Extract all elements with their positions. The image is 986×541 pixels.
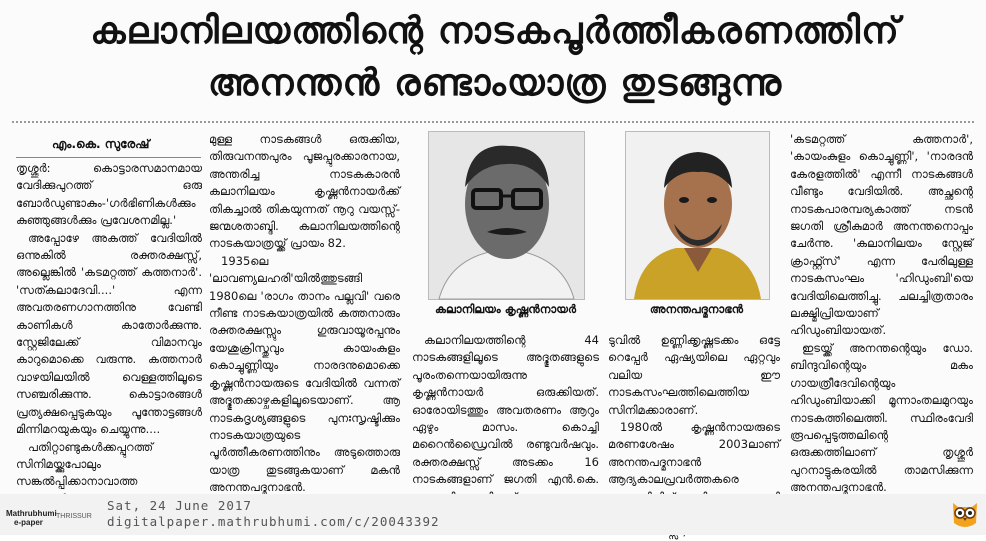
paragraph: 'കടമറ്റത്ത് കത്തനാർ', 'കായംകുളം കൊച്ചുണ്ണി', 'നാരദൻ കേരളത്തിൽ' എന്നീ നാടകങ്ങൾ വീണ്ടും വേദിയിൽ. അച്ഛന്റെ നാടകപാരമ്പര്യകാത്ത് നടൻ ജഗതി ശ്രീകുമാർ അനന്തനൊപ്പം ചേർന്നു. 'കലാനിലയം സ്റ്റേജ് ക്രാഫ്റ്റ്സ്' എന്ന പേരിലുള്ള നാടകസംഘം 'ഹിഡുംബി'യെ വേദിയിലെത്തിച്ചു. ചലച്ചിത്രതാരം ലക്ഷ്മിപ്രിയയാണ് ഹിഡുംബിയായത്.: [790, 132, 973, 338]
portrait-man-icon: [626, 132, 769, 299]
paragraph: 1980ൽ കൃഷ്ണൻനായരുടെ മരണശേഷം 2003ലാണ് അനന്തപദ്മനാഭൻ ആദ്യകാലപ്രവർത്തകരെ: [608, 420, 780, 487]
edition-label: THRISSUR: [56, 513, 92, 520]
byline: എം.കെ. സുരേഷ്: [52, 137, 150, 151]
brand-sub: e-paper: [14, 518, 43, 527]
paragraph: ടുവിൽ ഉണ്ണിക്കൃഷ്ണടക്കം ഒട്ടേ റെപ്പേർ ഏഷ്യയിലെ ഏറ്റവും വലിയ ഈ നാടകസംഘത്തിലെത്തിയ സിനിമക്കാരാണ്.: [608, 333, 780, 417]
photo-caption-krishnan-nair: കലാനിലയം കൃഷ്ണൻനായർ: [434, 302, 577, 316]
article-column-1: [16, 160, 202, 493]
paragraph: പതിറ്റാണ്ടുകൾക്കപ്പുറത്ത് സിനിമയ്ക്കുപോലും സങ്കൽപ്പിക്കാനാവാത്ത: [16, 439, 154, 489]
article-column-3: [412, 332, 599, 493]
owl-logo-icon[interactable]: [950, 497, 980, 531]
paragraph: 1935ലെ 'ലാവണ്യലഹരി'യിൽത്തുടങ്ങി 1980ലെ 'രാഗം താനം പല്ലവി' വരെ നീണ്ട നാടകയാത്രയിൽ കത്തനാരും രക്തരക്ഷസ്സും ഗുരുവായൂരപ്പനും യേശുക്രിസ്തുവും കായംകുളം കൊച്ചുണ്ണിയും നാരദനുമൊക്കെ കൃഷ്ണൻനായരുടെ വേദിയിൽ വന്നത് അദ്ഭുതക്കാഴ്ചകളിലൂടെയാണ്. ആ നാടകദൃശ്യങ്ങളുടെ പുനഃസൃഷ്ടിക്കും നാടകയാത്രയുടെ പൂർത്തീകരണത്തിനും അടുത്തൊരു യാത്ര തുടങ്ങുകയാണ് മകൻ അനന്തപദ്മനാഭൻ.: [209, 253, 400, 495]
article-column-5: [790, 131, 973, 493]
photo-caption-ananthapadmanabhan: അനന്തപദ്മനാഭൻ: [649, 302, 744, 316]
headline-line-1: കലാനിലയത്തിന്റെ നാടകപൂർത്തീകരണത്തിന്: [90, 9, 900, 52]
photo-ananthapadmanabhan: [625, 131, 770, 300]
mathrubhumi-epaper-logo: [6, 509, 57, 527]
byline-rule: [16, 157, 201, 158]
paragraph: അപ്പോഴേ അകത്ത് വേദിയിൽ ഒന്നുകിൽ രക്തരക്ഷസ്സ്, അല്ലെങ്കിൽ 'കടമറ്റത്ത് കത്തനാർ'. 'സത്കലാദേവി....' എന്ന അവതരണഗാനത്തിനു വേണ്ടി കാണികൾ കാതോർക്കുന്നു. സ്റ്റേജിലേക്ക് വിമാനവും കാറുമൊക്കെ വരുന്നു. കത്തനാർ വാഴയിലയിൽ വെള്ളത്തിലൂടെ സഞ്ചരിക്കുന്നു. കൊട്ടാരങ്ങൾ പ്രത്യക്ഷപ്പെടുകയും പൂന്തോട്ടങ്ങൾ മിന്നിമറയുകയും ചെയ്യുന്നു....: [16, 230, 202, 437]
portrait-old-man-icon: [429, 132, 584, 299]
photo-krishnan-nair: [428, 131, 585, 300]
article-column-4: [608, 332, 780, 493]
paragraph: കലാനിലയത്തിന്റെ 44 നാടകങ്ങളിലൂടെ അദ്ഭുതങ്ങളുടെ പൂരംതന്നെയായിരുന്നു കൃഷ്ണൻനായർ ഒരുക്കിയത്. ഓരോയിടത്തും അവതരണം ആറും ഏഴും മാസം. കൊച്ചി മറൈൻഡ്രൈവിൽ രണ്ടുവർഷവും. രക്തരക്ഷസ്സ് അടക്കം 16 നാടകങ്ങളാണ് ജഗതി എൻ.കെ.: [412, 333, 599, 487]
paragraph: മുള്ള നാടകങ്ങൾ ഒരുക്കിയ, തിരുവനന്തപുരം പൂജപ്പുരക്കാരനായ, അന്തരിച്ച നാടകകാരൻ കലാനിലയം കൃഷ്ണൻനായർക്ക് തികച്ചാൽ തികയുന്നത് നൂറു വയസ്സ്- ജന്മശതാബ്ദി. കലാനിലയത്തിന്റെ നാടകയാത്രയ്ക്ക് പ്രായം 82.: [209, 132, 400, 251]
headline-divider: [12, 121, 974, 123]
source-url[interactable]: digitalpaper.mathrubhumi.com/c/20043392: [107, 514, 440, 529]
paragraph: ഇടയ്ക്ക് അനന്തന്റെയും ഡോ. ബിന്ദുവിന്റെയും മകം ഗായത്രീദേവിന്റെയും ഹിഡുംബിയാക്കി മൂന്നാംതലമുറയും നാടകത്തിലെത്തി. സ്ഥിരംവേദി രൂപപ്പെടുത്തലിന്റെ ഒരുക്കത്തിലാണ് തൃശ്ശൂർ പുറനാട്ടുകരയിൽ താമസിക്കുന്ന അനന്തപദ്മനാഭൻ.: [790, 340, 973, 495]
publication-date: Sat, 24 June 2017: [107, 498, 252, 513]
headline-line-2: അനന്തൻ രണ്ടാംയാത്ര തുടങ്ങുന്നു: [207, 61, 783, 104]
article-column-2: [209, 131, 400, 493]
paragraph: തൃശ്ശൂർ: കൊട്ടാരസമാനമായ വേദിക്കുപുറത്ത് ഒരു ബോർഡുണ്ടാകും-'ഗർഭിണികൾക്കും കുഞ്ഞുങ്ങൾക്കും പ്രവേശനമില്ല.': [16, 161, 202, 228]
headline: [20, 6, 970, 110]
brand-name: Mathrubhumi: [6, 509, 57, 518]
